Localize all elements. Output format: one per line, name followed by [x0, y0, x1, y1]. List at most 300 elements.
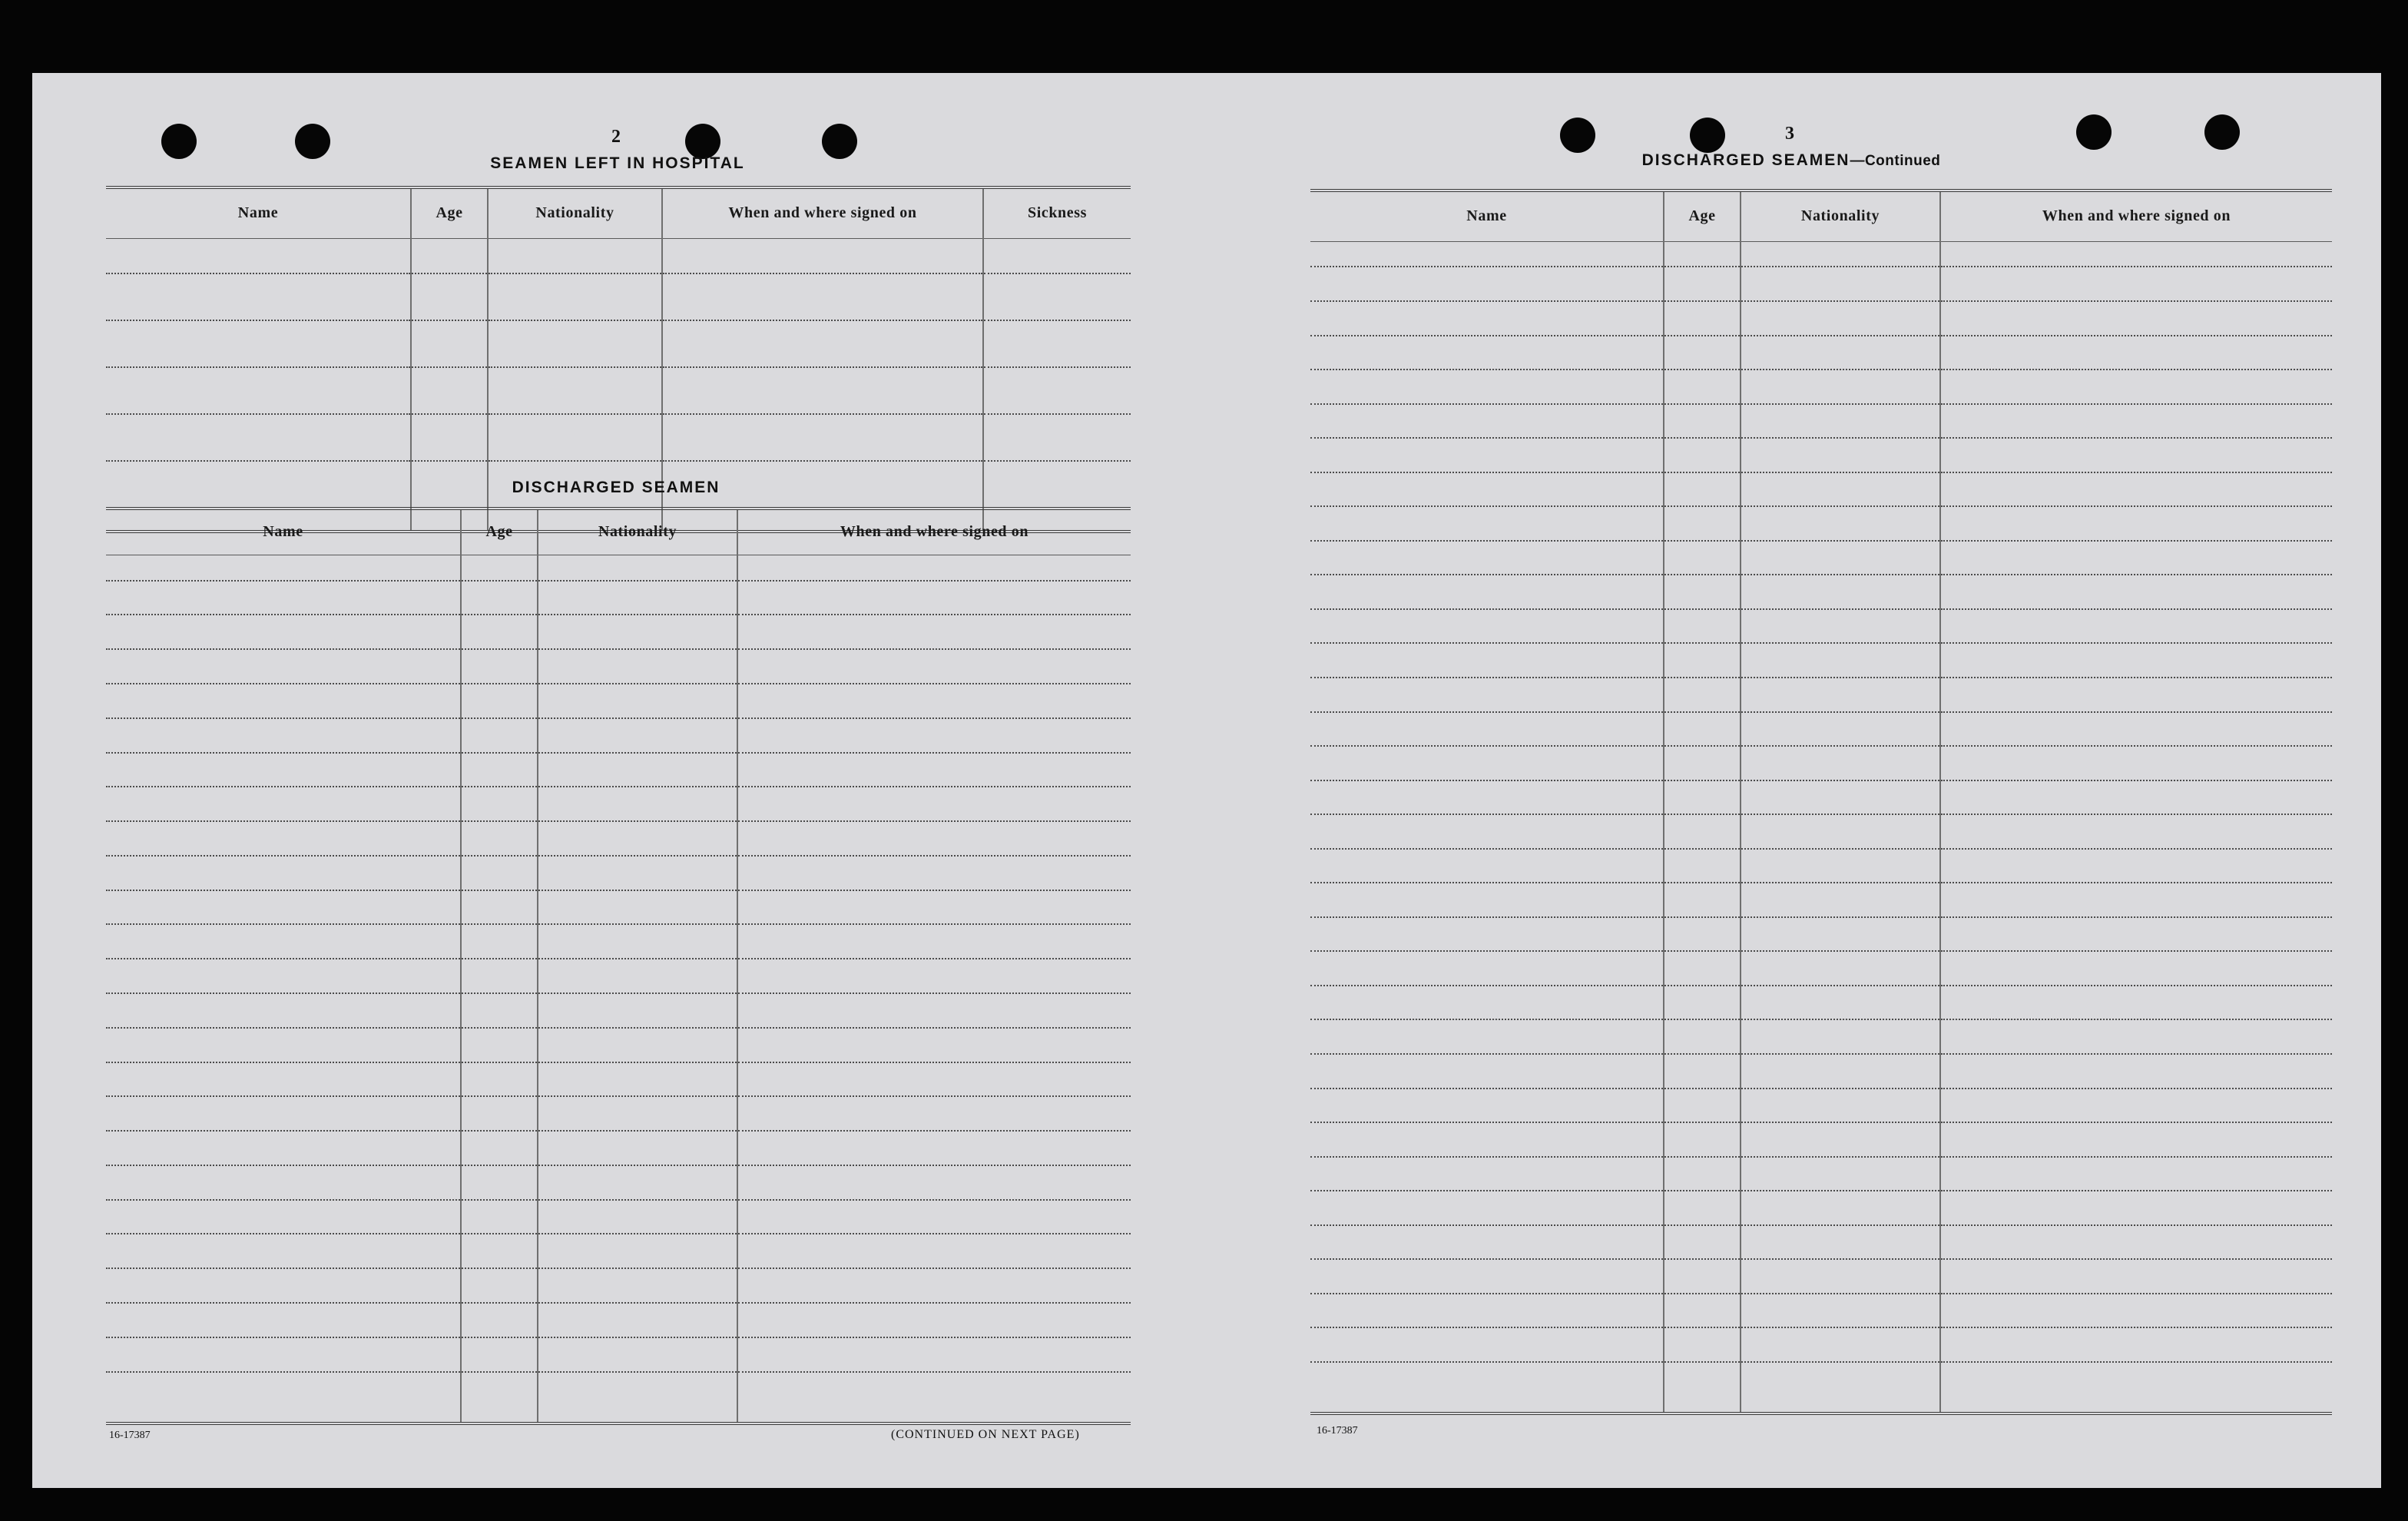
table-cell — [538, 1268, 737, 1303]
table-cell — [1741, 1259, 1940, 1294]
table-row — [106, 1372, 1131, 1423]
table-cell — [461, 787, 538, 821]
table-row — [1310, 849, 2332, 883]
table-row — [106, 1165, 1131, 1200]
table-cell — [737, 649, 1131, 684]
table-cell — [461, 753, 538, 787]
table-row — [106, 718, 1131, 753]
table-row — [106, 1234, 1131, 1268]
table-cell — [538, 615, 737, 649]
page-number: 2 — [611, 127, 621, 147]
table-cell — [1664, 541, 1741, 575]
binder-hole — [1560, 118, 1595, 153]
table-row — [1310, 780, 2332, 815]
table-cell — [106, 414, 411, 461]
table-cell — [1310, 780, 1664, 815]
table-cell — [1741, 1362, 1940, 1413]
table-row — [106, 1096, 1131, 1131]
table-cell — [737, 959, 1131, 993]
table-row — [106, 684, 1131, 718]
table-cell — [1310, 1122, 1664, 1157]
table-row — [106, 787, 1131, 821]
table-cell — [1940, 506, 2332, 541]
table-row — [1310, 506, 2332, 541]
table-row — [1310, 404, 2332, 439]
table-cell — [106, 273, 411, 320]
table-row — [106, 959, 1131, 993]
table-cell — [1664, 575, 1741, 609]
table-cell — [737, 1268, 1131, 1303]
table-cell — [1310, 849, 1664, 883]
table-cell — [1741, 814, 1940, 849]
table-cell — [106, 1131, 461, 1165]
table-cell — [983, 367, 1131, 414]
table-cell — [106, 1165, 461, 1200]
table-cell — [461, 821, 538, 856]
table-cell — [461, 993, 538, 1028]
section-title-main: DISCHARGED SEAMEN — [1641, 151, 1850, 169]
table-cell — [1310, 1327, 1664, 1362]
table-cell — [488, 367, 662, 414]
table-cell — [538, 1096, 737, 1131]
table-cell — [106, 856, 461, 890]
discharged-continued-table — [1310, 189, 2332, 1415]
table-cell — [983, 238, 1131, 273]
table-cell — [1741, 404, 1940, 439]
table-cell — [1741, 951, 1940, 986]
binder-hole — [1690, 118, 1725, 153]
table-cell — [737, 753, 1131, 787]
table-cell — [1664, 678, 1741, 712]
table-cell — [1664, 643, 1741, 678]
table-cell — [461, 1165, 538, 1200]
column-header-signed-on: When and where signed on — [737, 509, 1131, 555]
table-cell — [1664, 883, 1741, 917]
table-row — [106, 1131, 1131, 1165]
table-row — [1310, 1019, 2332, 1054]
table-row — [1310, 472, 2332, 507]
table-cell — [1664, 849, 1741, 883]
binder-hole — [295, 124, 330, 159]
table-row — [1310, 1225, 2332, 1260]
table-cell — [461, 1028, 538, 1062]
table-cell — [411, 414, 488, 461]
table-cell — [1940, 780, 2332, 815]
table-cell — [1310, 541, 1664, 575]
table-cell — [461, 890, 538, 925]
continued-note: (CONTINUED ON NEXT PAGE) — [891, 1428, 1080, 1441]
table-row — [106, 1028, 1131, 1062]
table-cell — [737, 718, 1131, 753]
table-cell — [1741, 643, 1940, 678]
left-page — [32, 73, 1177, 1488]
table-cell — [1310, 917, 1664, 952]
table-cell — [106, 238, 411, 273]
table-cell — [538, 684, 737, 718]
table-cell — [1940, 1327, 2332, 1362]
table-cell — [662, 273, 983, 320]
table-cell — [1741, 267, 1940, 301]
table-cell — [461, 1131, 538, 1165]
table-row — [1310, 814, 2332, 849]
table-cell — [1741, 1191, 1940, 1225]
table-row — [1310, 917, 2332, 952]
table-cell — [1310, 1089, 1664, 1123]
table-cell — [1741, 1327, 1940, 1362]
table-cell — [662, 238, 983, 273]
table-row — [106, 581, 1131, 615]
table-cell — [1940, 883, 2332, 917]
table-cell — [1741, 917, 1940, 952]
table-cell — [737, 581, 1131, 615]
table-cell — [1310, 369, 1664, 404]
table-cell — [983, 273, 1131, 320]
table-row — [1310, 1122, 2332, 1157]
table-cell — [461, 1096, 538, 1131]
table-row — [106, 1268, 1131, 1303]
table-row — [106, 273, 1131, 320]
table-cell — [737, 1165, 1131, 1200]
table-cell — [461, 718, 538, 753]
table-cell — [1940, 1362, 2332, 1413]
table-cell — [737, 787, 1131, 821]
table-row — [106, 367, 1131, 414]
table-cell — [1310, 746, 1664, 780]
table-cell — [1664, 472, 1741, 507]
column-header-signed-on: When and where signed on — [1940, 191, 2332, 241]
table-cell — [1940, 438, 2332, 472]
table-cell — [1310, 404, 1664, 439]
table-row — [106, 320, 1131, 367]
table-cell — [538, 1131, 737, 1165]
table-cell — [1940, 1191, 2332, 1225]
table-row — [1310, 575, 2332, 609]
table-cell — [461, 581, 538, 615]
table-cell — [1940, 1089, 2332, 1123]
table-cell — [411, 238, 488, 273]
table-cell — [106, 1268, 461, 1303]
table-cell — [106, 1372, 461, 1423]
table-row — [1310, 1054, 2332, 1089]
table-cell — [1664, 609, 1741, 644]
table-cell — [1940, 1225, 2332, 1260]
table-row — [106, 555, 1131, 581]
table-cell — [1664, 1191, 1741, 1225]
table-cell — [461, 959, 538, 993]
table-cell — [1310, 1157, 1664, 1191]
column-header-sickness: Sickness — [983, 187, 1131, 238]
table-cell — [1310, 1225, 1664, 1260]
table-cell — [461, 684, 538, 718]
table-cell — [1940, 678, 2332, 712]
table-row — [1310, 336, 2332, 370]
table-row — [1310, 369, 2332, 404]
column-header-age: Age — [1664, 191, 1741, 241]
table-cell — [662, 367, 983, 414]
table-row — [106, 1200, 1131, 1234]
section-title-suffix: —Continued — [1850, 153, 1941, 169]
table-cell — [411, 273, 488, 320]
table-cell — [106, 555, 461, 581]
discharged-section-title: DISCHARGED SEAMEN — [512, 479, 720, 496]
table-cell — [538, 649, 737, 684]
table-cell — [1741, 746, 1940, 780]
table-cell — [461, 1062, 538, 1097]
table-cell — [1664, 241, 1741, 267]
table-cell — [1664, 1089, 1741, 1123]
table-cell — [1940, 369, 2332, 404]
table-cell — [488, 320, 662, 367]
table-cell — [1664, 1019, 1741, 1054]
table-cell — [1940, 404, 2332, 439]
table-cell — [1310, 951, 1664, 986]
table-row — [1310, 1191, 2332, 1225]
table-cell — [737, 856, 1131, 890]
table-cell — [1940, 609, 2332, 644]
table-cell — [1310, 712, 1664, 747]
table-cell — [538, 1234, 737, 1268]
table-cell — [106, 993, 461, 1028]
table-cell — [737, 890, 1131, 925]
table-cell — [538, 1303, 737, 1337]
column-header-signed-on: When and where signed on — [662, 187, 983, 238]
table-cell — [461, 1372, 538, 1423]
table-cell — [1310, 1362, 1664, 1413]
table-cell — [106, 1028, 461, 1062]
table-cell — [1310, 438, 1664, 472]
table-cell — [737, 555, 1131, 581]
table-cell — [1741, 575, 1940, 609]
table-cell — [1940, 1122, 2332, 1157]
table-cell — [1940, 1054, 2332, 1089]
table-row — [1310, 541, 2332, 575]
table-cell — [1310, 241, 1664, 267]
table-cell — [1310, 986, 1664, 1020]
table-cell — [106, 1096, 461, 1131]
table-cell — [1664, 336, 1741, 370]
table-cell — [737, 615, 1131, 649]
table-cell — [1310, 336, 1664, 370]
table-cell — [106, 1062, 461, 1097]
table-cell — [1940, 336, 2332, 370]
table-cell — [106, 1200, 461, 1234]
table-cell — [1741, 678, 1940, 712]
table-cell — [1741, 883, 1940, 917]
table-cell — [1664, 1362, 1741, 1413]
table-cell — [1741, 1157, 1940, 1191]
table-cell — [1664, 951, 1741, 986]
table-cell — [538, 1165, 737, 1200]
table-cell — [1664, 1054, 1741, 1089]
table-cell — [1741, 849, 1940, 883]
table-cell — [1664, 369, 1741, 404]
table-cell — [538, 924, 737, 959]
table-row — [106, 1062, 1131, 1097]
table-cell — [1664, 780, 1741, 815]
table-cell — [1940, 267, 2332, 301]
table-cell — [737, 1234, 1131, 1268]
table-row — [1310, 609, 2332, 644]
column-header-name: Name — [106, 509, 461, 555]
table-cell — [488, 273, 662, 320]
table-row — [1310, 438, 2332, 472]
table-cell — [1741, 369, 1940, 404]
table-cell — [106, 320, 411, 367]
discharged-table — [106, 507, 1131, 1425]
table-cell — [737, 1028, 1131, 1062]
table-cell — [1741, 1225, 1940, 1260]
table-row — [106, 615, 1131, 649]
binder-hole — [2204, 114, 2240, 150]
table-cell — [1310, 609, 1664, 644]
table-cell — [106, 1234, 461, 1268]
table-cell — [411, 367, 488, 414]
table-cell — [461, 1234, 538, 1268]
column-header-age: Age — [461, 509, 538, 555]
table-row — [1310, 1089, 2332, 1123]
table-cell — [662, 320, 983, 367]
table-row — [1310, 1157, 2332, 1191]
table-cell — [1940, 917, 2332, 952]
table-row — [106, 414, 1131, 461]
binder-hole — [161, 124, 197, 159]
table-cell — [1940, 712, 2332, 747]
table-row — [1310, 712, 2332, 747]
table-cell — [737, 1062, 1131, 1097]
table-cell — [1741, 986, 1940, 1020]
table-cell — [1664, 1122, 1741, 1157]
table-cell — [106, 1337, 461, 1372]
table-cell — [1664, 301, 1741, 336]
table-cell — [1741, 1294, 1940, 1328]
table-row — [1310, 643, 2332, 678]
table-cell — [1741, 301, 1940, 336]
table-row — [106, 821, 1131, 856]
table-cell — [737, 1303, 1131, 1337]
table-cell — [1940, 241, 2332, 267]
table-cell — [106, 959, 461, 993]
binder-hole — [2076, 114, 2112, 150]
table-row — [1310, 1327, 2332, 1362]
table-row — [106, 649, 1131, 684]
table-cell — [538, 555, 737, 581]
form-number: 16-17387 — [109, 1430, 151, 1441]
table-cell — [1310, 883, 1664, 917]
table-cell — [1741, 712, 1940, 747]
table-row — [1310, 267, 2332, 301]
column-header-nationality: Nationality — [1741, 191, 1940, 241]
table-cell — [1940, 951, 2332, 986]
table-cell — [461, 649, 538, 684]
table-cell — [737, 1200, 1131, 1234]
table-cell — [538, 753, 737, 787]
table-cell — [538, 1200, 737, 1234]
table-cell — [1310, 643, 1664, 678]
table-cell — [106, 367, 411, 414]
table-cell — [1664, 814, 1741, 849]
table-row — [1310, 301, 2332, 336]
table-row — [106, 924, 1131, 959]
table-cell — [1664, 1294, 1741, 1328]
table-cell — [461, 1200, 538, 1234]
table-cell — [737, 1131, 1131, 1165]
table-row — [106, 753, 1131, 787]
table-cell — [1741, 1122, 1940, 1157]
table-cell — [1741, 336, 1940, 370]
column-header-name: Name — [1310, 191, 1664, 241]
column-header-nationality: Nationality — [538, 509, 737, 555]
table-cell — [983, 320, 1131, 367]
table-cell — [538, 1062, 737, 1097]
table-cell — [1310, 267, 1664, 301]
table-row — [1310, 746, 2332, 780]
table-cell — [737, 1096, 1131, 1131]
table-row — [106, 1337, 1131, 1372]
table-cell — [538, 856, 737, 890]
table-cell — [538, 890, 737, 925]
right-page — [1207, 73, 2381, 1488]
table-cell — [1664, 1259, 1741, 1294]
table-cell — [538, 821, 737, 856]
table-cell — [1741, 241, 1940, 267]
table-cell — [411, 320, 488, 367]
table-cell — [1940, 1294, 2332, 1328]
table-row — [1310, 678, 2332, 712]
table-cell — [1940, 301, 2332, 336]
table-cell — [461, 1303, 538, 1337]
table-cell — [461, 555, 538, 581]
table-cell — [1664, 917, 1741, 952]
table-cell — [1310, 1019, 1664, 1054]
table-cell — [1664, 1327, 1741, 1362]
table-cell — [1940, 575, 2332, 609]
table-cell — [106, 924, 461, 959]
table-cell — [1664, 506, 1741, 541]
table-cell — [1940, 643, 2332, 678]
table-cell — [1310, 1191, 1664, 1225]
table-cell — [662, 414, 983, 461]
table-cell — [1310, 814, 1664, 849]
table-cell — [461, 856, 538, 890]
table-cell — [106, 753, 461, 787]
table-cell — [1310, 1054, 1664, 1089]
table-cell — [1664, 438, 1741, 472]
table-cell — [538, 1337, 737, 1372]
table-cell — [737, 821, 1131, 856]
table-cell — [461, 615, 538, 649]
table-cell — [1940, 472, 2332, 507]
table-cell — [488, 238, 662, 273]
table-row — [1310, 1294, 2332, 1328]
table-cell — [461, 924, 538, 959]
table-cell — [1310, 678, 1664, 712]
table-cell — [1310, 301, 1664, 336]
table-cell — [737, 684, 1131, 718]
table-cell — [1664, 986, 1741, 1020]
table-row — [1310, 1259, 2332, 1294]
table-cell — [1664, 404, 1741, 439]
table-cell — [538, 959, 737, 993]
table-cell — [538, 993, 737, 1028]
table-cell — [1741, 609, 1940, 644]
table-cell — [1940, 849, 2332, 883]
column-header-age: Age — [411, 187, 488, 238]
table-cell — [1940, 986, 2332, 1020]
hospital-section-title: SEAMEN LEFT IN HOSPITAL — [490, 154, 745, 172]
table-cell — [1741, 472, 1940, 507]
table-cell — [737, 1337, 1131, 1372]
binder-hole — [822, 124, 857, 159]
